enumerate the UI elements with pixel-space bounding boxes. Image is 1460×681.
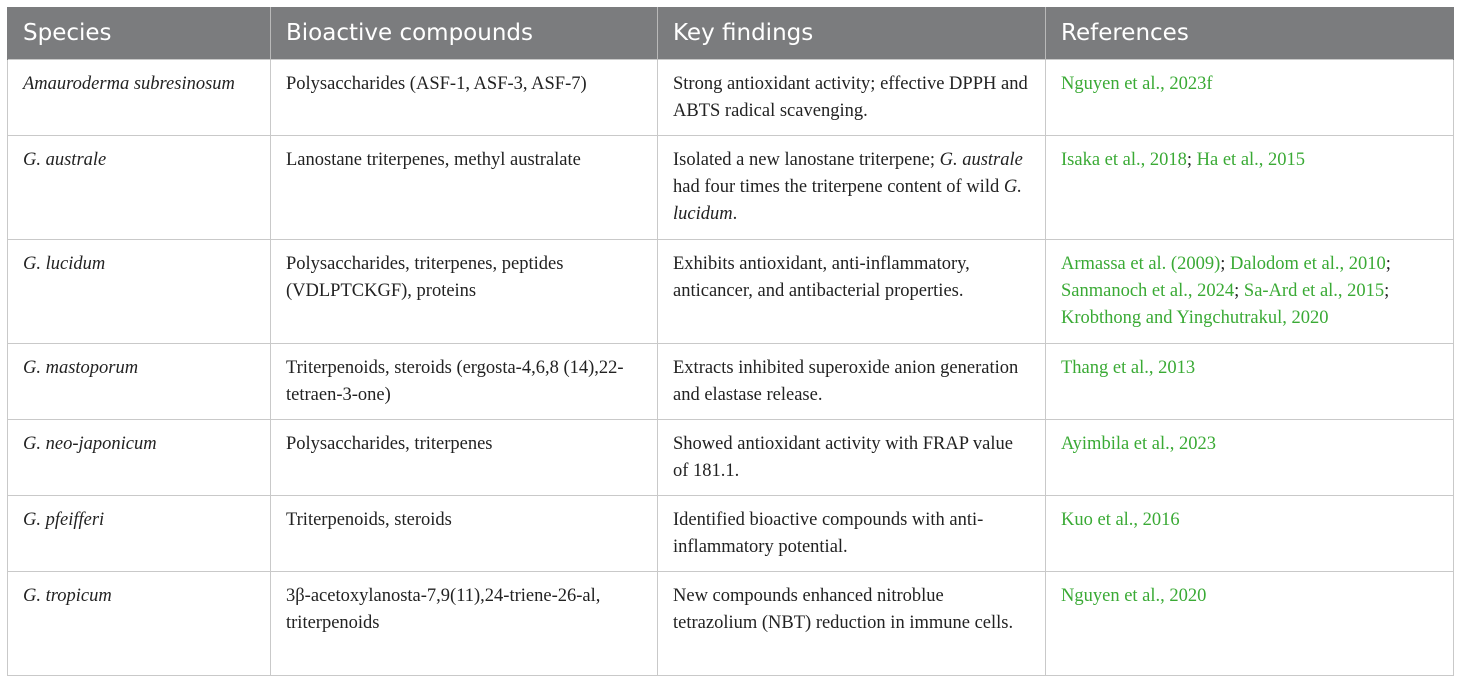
compounds-cell: Lanostane triterpenes, methyl australate	[271, 135, 658, 239]
findings-cell: Exhibits antioxidant, anti-inflammatory, anticancer, and antibacterial properties.	[658, 239, 1046, 343]
reference-link[interactable]: Isaka et al., 2018	[1061, 149, 1187, 170]
findings-cell	[658, 135, 1046, 239]
table-row	[8, 239, 1454, 343]
references-cell	[1046, 343, 1454, 419]
header-references: References	[1046, 7, 1454, 59]
references-cell: Isaka et al., 2018; Ha et al., 2015	[1046, 135, 1454, 239]
references-cell	[1046, 495, 1454, 571]
findings-cell: New compounds enhanced nitroblue tetrazolium (NBT) reduction in immune cells.	[658, 571, 1046, 675]
findings-cell: Extracts inhibited superoxide anion generation and elastase release.	[658, 343, 1046, 419]
compounds-cell: 3β-acetoxylanosta-7,9(11),24-triene-26-al, triterpenoids	[271, 571, 658, 675]
species-cell: G. pfeifferi	[8, 495, 271, 571]
compounds-cell: Polysaccharides, triterpenes, peptides (VDLPTCKGF), proteins	[271, 239, 658, 343]
species-table	[7, 7, 1454, 676]
references-cell	[1046, 419, 1454, 495]
reference-link[interactable]: Nguyen et al., 2023f	[1061, 73, 1213, 94]
species-cell: G. tropicum	[8, 571, 271, 675]
header-key-findings: Key findings	[658, 7, 1046, 59]
reference-link[interactable]: Kuo et al., 2016	[1061, 509, 1180, 530]
findings-cell: Showed antioxidant activity with FRAP value of 181.1.	[658, 419, 1046, 495]
species-cell: G. lucidum	[8, 239, 271, 343]
findings-text: .	[732, 203, 738, 224]
table-row	[8, 59, 1454, 135]
species-table-container	[7, 7, 1453, 676]
reference-link[interactable]: Krobthong and Yingchutrakul, 2020	[1061, 307, 1329, 328]
species-cell: G. neo-japonicum	[8, 419, 271, 495]
compounds-cell: Triterpenoids, steroids (ergosta-4,6,8 (14),22-tetraen-3-one)	[271, 343, 658, 419]
reference-link[interactable]: Sanmanoch et al., 2024	[1061, 280, 1235, 301]
reference-link[interactable]: Ha et al., 2015	[1196, 149, 1306, 170]
header-bioactive-compounds: Bioactive compounds	[271, 7, 658, 59]
findings-cell: Identified bioactive compounds with anti-inflammatory potential.	[658, 495, 1046, 571]
findings-text: had four times the triterpene content of wild	[673, 176, 1004, 197]
findings-species-name: G. lucidum	[673, 176, 1022, 224]
species-cell: G. australe	[8, 135, 271, 239]
table-row	[8, 495, 1454, 571]
references-cell	[1046, 571, 1454, 675]
species-cell: Amauroderma subresinosum	[8, 59, 271, 135]
findings-species-name: G. australe	[939, 149, 1023, 170]
reference-link[interactable]: Ayimbila et al., 2023	[1061, 433, 1217, 454]
reference-link[interactable]: Nguyen et al., 2020	[1061, 585, 1207, 606]
findings-cell: Strong antioxidant activity; effective DPPH and ABTS radical scavenging.	[658, 59, 1046, 135]
reference-link[interactable]: Thang et al., 2013	[1061, 357, 1196, 378]
table-row	[8, 343, 1454, 419]
reference-link[interactable]: Dalodom et al., 2010	[1230, 253, 1386, 274]
reference-link[interactable]: Armassa et al. (2009)	[1061, 253, 1221, 274]
species-cell: G. mastoporum	[8, 343, 271, 419]
compounds-cell: Triterpenoids, steroids	[271, 495, 658, 571]
references-cell	[1046, 59, 1454, 135]
compounds-cell: Polysaccharides, triterpenes	[271, 419, 658, 495]
reference-link[interactable]: Sa-Ard et al., 2015	[1243, 280, 1385, 301]
header-species: Species	[8, 7, 271, 59]
findings-text: Isolated a new lanostane triterpene;	[673, 149, 940, 170]
table-header-row	[8, 7, 1454, 59]
table-row	[8, 419, 1454, 495]
references-cell: Armassa et al. (2009); Dalodom et al., 2010; Sanmanoch et al., 2024; Sa-Ard et al., 2015; Krobthong and Yingchutrakul, 2020	[1046, 239, 1454, 343]
table-row	[8, 571, 1454, 675]
table-row	[8, 135, 1454, 239]
compounds-cell: Polysaccharides (ASF-1, ASF-3, ASF-7)	[271, 59, 658, 135]
